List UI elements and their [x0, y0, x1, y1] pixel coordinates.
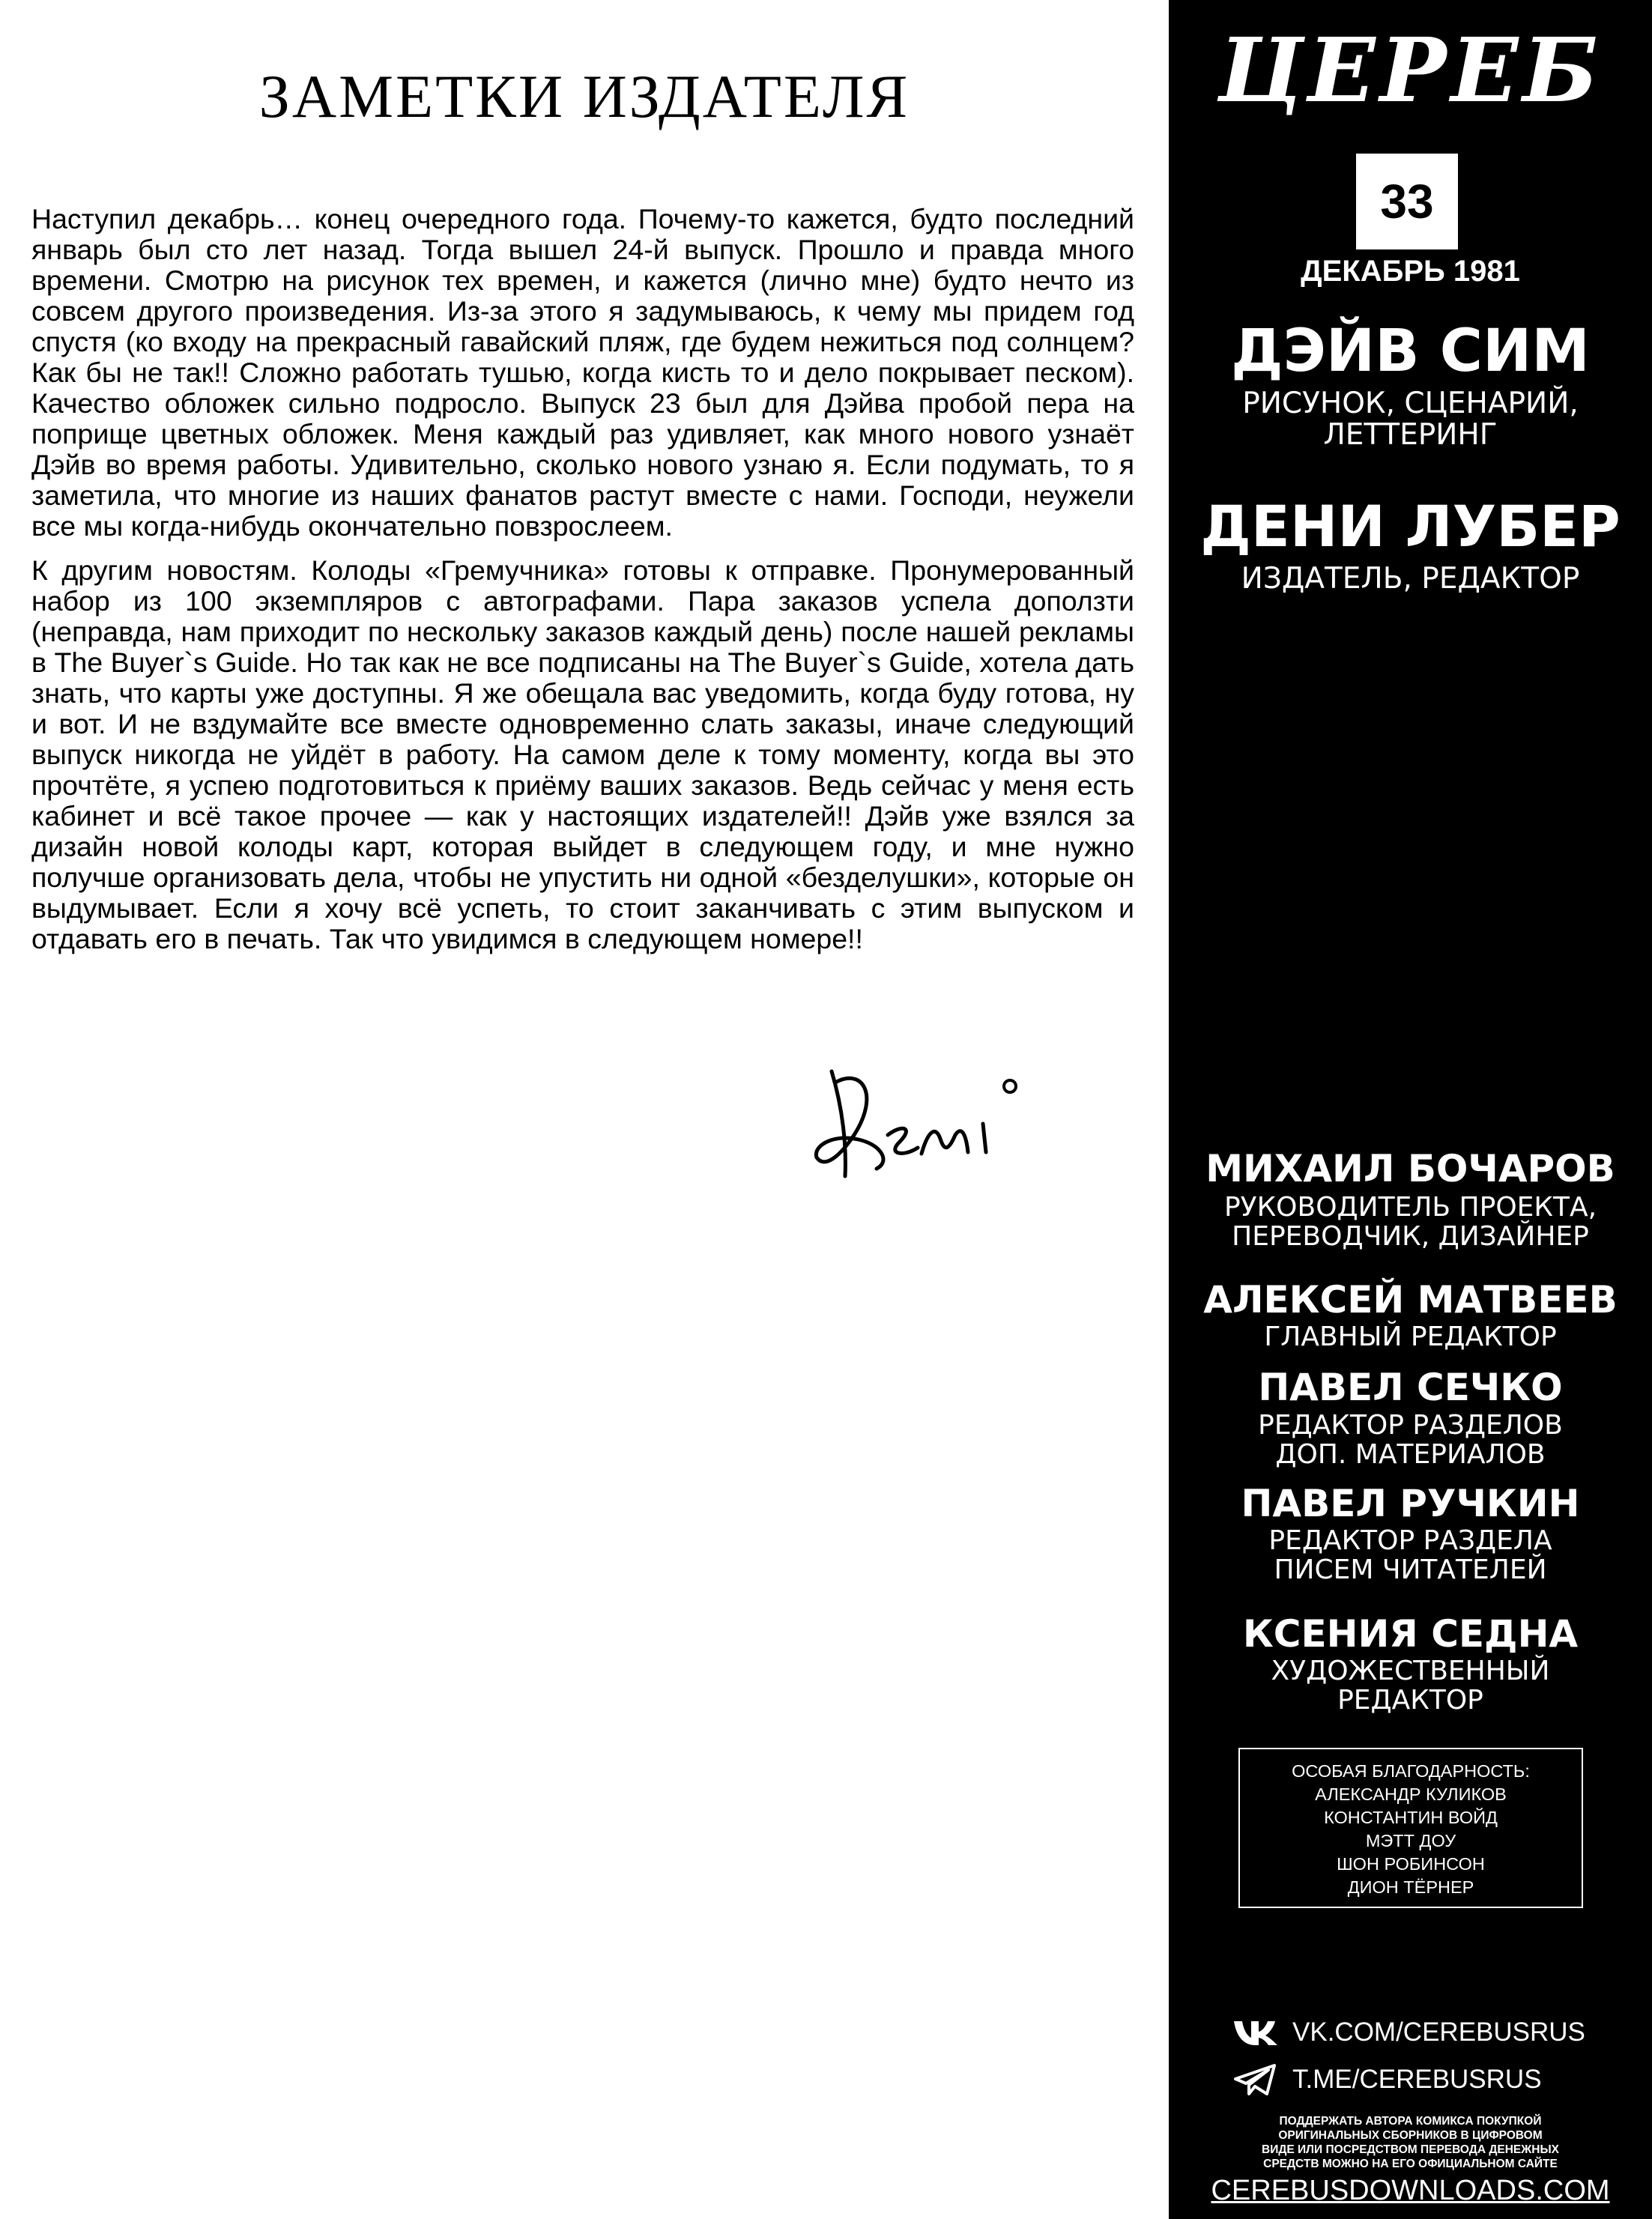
masthead-sidebar	[1169, 0, 1652, 2219]
notes-body	[31, 204, 1134, 968]
telegram-link-text: T.ME/CEREBUSRUS	[1292, 2065, 1542, 2094]
paragraph: Наступил декабрь… конец очередного года. Почему-то кажется, будто последний январь был сто лет назад. Тогда вышел 24-й выпуск. Прошло и правда много времени. Смотрю на рисунок тех времен, и кажется (лично мне) будто нечто из совсем другого произведения. Из-за этого я задумываюсь, к чему мы придем год спустя (ко входу на прекрасный гавайский пляж, где будем нежиться под солнцем? Как бы не так!! Сложно работать тушью, когда кисть то и дело покрывает песком). Качество обложек сильно подросло. Выпуск 23 был для Дэйва пробой пера на поприще цветных обложек. Меня каждый раз удивляет, как много нового узнаёт Дэйв во время работы. Удивительно, сколько нового узнаю я. Если подумать, то я заметила, что многие из наших фанатов растут вместе с нами. Господи, неужели все мы когда-нибудь окончательно повзрослеем.	[31, 203, 1134, 542]
telegram-icon	[1232, 2064, 1279, 2095]
thanks-name: ДИОН ТЁРНЕР	[1347, 1877, 1474, 1897]
vk-link-text: VK.COM/CEREBUSRUS	[1292, 2017, 1585, 2047]
vk-icon	[1232, 2017, 1279, 2048]
thanks-name: КОНСТАНТИН ВОЙД	[1324, 1808, 1498, 1827]
telegram-link[interactable]	[1232, 2060, 1622, 2099]
credit-name: ДЭЙВ СИМ	[1231, 318, 1590, 385]
signature-deni	[809, 1064, 1034, 1191]
thanks-name: МЭТТ ДОУ	[1365, 1831, 1456, 1850]
support-text: ПОДДЕРЖАТЬ АВТОРА КОМИКСА ПОКУПКОЙ ОРИГИНАЛЬНЫХ СБОРНИКОВ В ЦИФРОВОМ ВИДЕ ИЛИ ПОСРЕДСТВОМ ПЕРЕВОДА ДЕНЕЖНЫХ СРЕДСТВ МОЖНО НА ЕГО ОФИЦИАЛЬНОМ САЙТЕ	[1262, 2115, 1559, 2170]
paragraph: К другим новостям. Колоды «Гремучника» готовы к отправке. Пронумерованный набор из 100 экземпляров с автографами. Пара заказов успела доползти (неправда, нам приходит по нескольку заказов каждый день) после нашей рекламы в The Buyer`s Guide. Но так как не все подписаны на The Buyer`s Guide, хотела дать знать, что карты уже доступны. Я же обещала вас уведомить, когда буду готова, ну и вот. И не вздумайте все вместе одновременно слать заказы, иначе следующий выпуск никогда не уйдёт в работу. На самом деле к тому моменту, когда вы это прочтёте, я успею подготовиться к приёму ваших заказов. Ведь сейчас у меня есть кабинет и всё такое прочее — как у настоящих издателей!! Дэйв уже взялся за дизайн новой колоды карт, которая выйдет в следующем году, и мне нужно получше организовать дела, чтобы не упустить ни одной «безделушки», которые он выдумывает. Если я хочу всё успеть, то стоит заканчивать с этим выпуском и отдавать его в печать. Так что увидимся в следующем номере!!	[31, 554, 1134, 954]
credit-role: РЕДАКТОР РАЗДЕЛОВ ДОП. МАТЕРИАЛОВ	[1258, 1410, 1563, 1470]
credit-name: МИХАИЛ БОЧАРОВ	[1205, 1147, 1615, 1190]
credit-role: РЕДАКТОР РАЗДЕЛА ПИСЕМ ЧИТАТЕЛЕЙ	[1268, 1525, 1552, 1585]
credit-name: КСЕНИЯ СЕДНА	[1242, 1612, 1579, 1656]
thanks-heading: ОСОБАЯ БЛАГОДАРНОСТЬ:	[1292, 1761, 1530, 1781]
credit-role: РУКОВОДИТЕЛЬ ПРОЕКТА, ПЕРЕВОДЧИК, ДИЗАЙНЕР	[1223, 1192, 1597, 1252]
cerebus-logo: ЦЕРЕБ	[1217, 18, 1603, 122]
credit-role: ИЗДАТЕЛЬ, РЕДАКТОР	[1241, 562, 1580, 596]
credit-name: ПАВЕЛ РУЧКИН	[1241, 1482, 1580, 1525]
thanks-name: АЛЕКСАНДР КУЛИКОВ	[1315, 1784, 1507, 1804]
credit-role: РИСУНОК, СЦЕНАРИЙ, ЛЕТТЕРИНГ	[1242, 387, 1579, 452]
credit-name: ДЕНИ ЛУБЕР	[1200, 493, 1621, 560]
credit-name: ПАВЕЛ СЕЧКО	[1258, 1366, 1563, 1409]
credit-role: ГЛАВНЫЙ РЕДАКТОР	[1264, 1322, 1557, 1352]
thanks-name: ШОН РОБИНСОН	[1337, 1854, 1485, 1874]
issue-number: 33	[1356, 154, 1458, 249]
special-thanks-box	[1238, 1748, 1583, 1908]
vk-link[interactable]	[1232, 2013, 1622, 2052]
support-website-link[interactable]: CEREBUSDOWNLOADS.COM	[1211, 2175, 1610, 2206]
page-title: ЗАМЕТКИ ИЗДАТЕЛЯ	[258, 62, 910, 130]
issue-date: ДЕКАБРЬ 1981	[1301, 255, 1520, 288]
credit-name: АЛЕКСЕЙ МАТВЕЕВ	[1203, 1278, 1618, 1322]
credit-role: ХУДОЖЕСТВЕННЫЙ РЕДАКТОР	[1271, 1656, 1550, 1716]
